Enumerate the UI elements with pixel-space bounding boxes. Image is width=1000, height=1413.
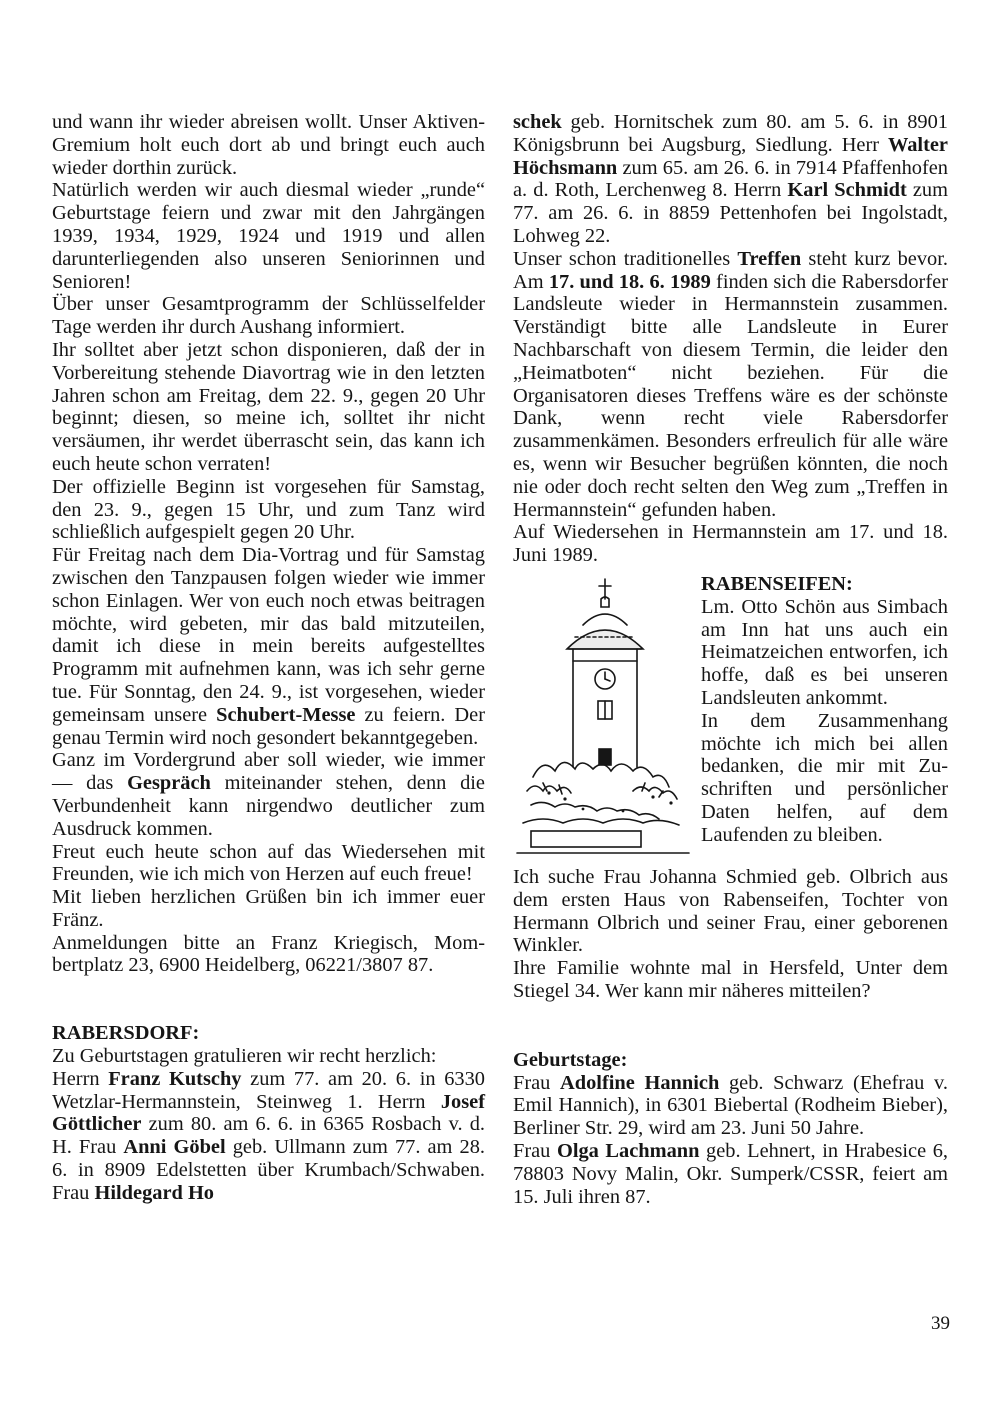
person-name: Franz Kutschy xyxy=(108,1067,242,1090)
page-number: 39 xyxy=(931,1313,950,1334)
text-run: Frau xyxy=(513,1071,561,1094)
paragraph: Zu Geburtstagen gratulieren wir recht herzlich: xyxy=(52,1045,437,1068)
paragraph: Lm. Otto Schön aus Simbach am Inn hat uns auch ein Heimatzeichen entworfen, ich hoffe, daß es bei unseren Landsleuten ankommt. xyxy=(701,595,948,709)
paragraph: Auf Wiedersehen in Hermannstein am 17. und 18. Juni 1989. xyxy=(513,521,948,567)
paragraph: Anmeldungen bitte an Franz Kriegisch, Mombertplatz 23, 6900 Heidelberg, 06221/3807 87. xyxy=(52,931,485,977)
text-run: geb. Lehnert, in Hrabesice 6, 78803 Novy Malin, Okr. Sumperk/CSSR, feiert am 15. Juli ihren 87. xyxy=(513,1139,948,1208)
person-name: Adolfine Hannich xyxy=(560,1071,720,1094)
paragraph xyxy=(513,248,948,522)
paragraph: Ihre Familie wohnte mal in Hersfeld, Unter dem Stiegel 34. Wer kann mir näheres mitteilen? xyxy=(513,957,948,1002)
paragraph xyxy=(52,749,485,840)
text-run: geb. Hornitschek zum 80. am 5. 6. in 8901 Königsbrunn bei Augsburg, Siedlung. Herr xyxy=(513,111,948,156)
right-column xyxy=(513,111,948,1208)
text-run: zu feiern. Der genau Termin wird noch gesondert bekanntgegeben. xyxy=(52,703,485,749)
text-run: geb. Ullmann zum 77. am 28. 6. in 8909 Edelstetten über Krumbach/Schwaben. Frau xyxy=(52,1136,485,1204)
spacer xyxy=(513,1003,948,1049)
bold-term: Gespräch xyxy=(127,772,211,795)
spacer xyxy=(52,977,485,1022)
paragraph xyxy=(513,1072,948,1140)
text-run: miteinander stehen, denn die Verbundenheit kann nirgendwo deutlicher zum Ausdruck kommen. xyxy=(52,772,485,840)
paragraph: Der offizielle Beginn ist vorgesehen für Samstag, den 23. 9., gegen 15 Uhr, und zum Tanz wird schließlich aufgespielt gegen 20 Uhr. xyxy=(52,475,485,544)
paragraph xyxy=(52,1068,485,1205)
person-name: Hildegard Ho xyxy=(94,1181,215,1204)
person-name: schek xyxy=(513,111,562,133)
text-run: zum 80. am 6. 6. in 6365 Rosbach v. d. H. Frau xyxy=(52,1113,485,1159)
person-name: Olga Lachmann xyxy=(556,1139,700,1162)
person-name: Karl Schmidt xyxy=(787,179,907,202)
paragraph: Ich suche Frau Johanna Schmied geb. Olbrich aus dem ersten Haus von Rabenseifen, Tochter von Hermann Olbrich und seiner Frau, einer geborenen Winkler. xyxy=(513,865,948,957)
bold-term: Treffen xyxy=(737,247,802,270)
text-run: zum 65. am 26. 6. in 7914 Pfaffenhofen a. d. Roth, Lerchenweg 8. Herrn xyxy=(513,156,948,202)
paragraph: Mit lieben herzlichen Grüßen bin ich immer euer Fränz. xyxy=(52,886,485,931)
paragraph: In dem Zusammenhang möchte ich mich bei allen bedanken, die mir mit Zuschriften und persönlicher Daten helfen, auf dem Laufenden zu bleiben. xyxy=(701,709,948,846)
text-run: geb. Schwarz (Ehefrau v. Emil Hannich), in 6301 Biebertal (Rodheim Bieber), Berliner Str. 29, wird am 23. Juni 50 Jahre. xyxy=(513,1071,948,1140)
paragraph xyxy=(513,111,948,248)
text-run: steht kurz bevor. Am xyxy=(513,247,948,293)
text-run: Für Freitag nach dem Dia-Vortrag und für Samstag zwischen den Tanzpausen folgen wieder wie immer schon Einlagen. Wer von euch noch etwas beitragen möchte, wird gebeten, mir das bald mitzuteilen, damit ich diese in mein bereits aufgestelltes Programm mit aufnehmen kann, was ich sehr gerne tue. Für Sonntag, den 24. 9., ist vorgesehen, wieder gemeinsam unsere xyxy=(52,544,485,726)
paragraph xyxy=(52,544,485,749)
left-column xyxy=(52,111,485,1205)
rabenseifen-section xyxy=(513,573,948,1003)
paragraph: und wann ihr wieder abreisen wollt. Unser Aktiven-Gremium holt euch dort ab und bringt euch auch wieder dorthin zurück. xyxy=(52,111,485,179)
person-name: Anni Göbel xyxy=(123,1136,226,1159)
text-run: Unser schon traditionelles xyxy=(513,247,738,270)
text-run: Frau xyxy=(513,1139,557,1162)
paragraph xyxy=(513,1140,948,1208)
church-illustration xyxy=(513,577,693,862)
bold-term: Schubert-Messe xyxy=(216,703,356,726)
paragraph: Natürlich werden wir auch diesmal wieder „runde“ Geburtstage feiern und zwar mit den Jahrgängen 1939, 1934, 1929, 1924 und 1919 und allen darunterliegenden also unseren Seniorinnen und Senioren! xyxy=(52,179,485,293)
person-name: Walter Höchsmann xyxy=(513,133,948,179)
section-heading-rabenseifen: RABENSEIFEN: xyxy=(701,572,853,595)
section-heading-geburtstage: Geburtstage: xyxy=(513,1048,628,1071)
text-run: zum 77. am 20. 6. in 6330 Wetzlar-Hermannstein, Steinweg 1. Herrn xyxy=(52,1067,485,1113)
church-tower-icon xyxy=(513,577,693,862)
paragraph: Freut euch heute schon auf das Wiedersehen mit Freunden, wie ich mich von Herzen auf euch freue! xyxy=(52,840,485,886)
person-name: Josef Göttlicher xyxy=(52,1090,485,1136)
text-run: zum 77. am 26. 6. in 8859 Pettenhofen bei Ingolstadt, Lohweg 22. xyxy=(513,179,948,247)
text-run: Ganz im Vordergrund aber soll wieder, wie immer — das xyxy=(52,749,485,795)
paragraph: Ihr solltet aber jetzt schon disponieren, daß der in Vorbereitung stehende Diavortrag wie in den letzten Jahren schon am Freitag, dem 22. 9., gegen 20 Uhr beginnt; diesen, so meine ich, solltet ihr nicht versäumen, ihr werdet überrascht sein, das kann ich euch heute schon verraten! xyxy=(52,338,485,475)
text-run: finden sich die Rabersdorfer Landsleute wieder in Hermannstein zusammen. Verständigt bitte alle Landsleute in Eurer Nachbarschaft von diesem Termin, die leider den „Heimatboten“ nicht beziehen. Für die Organisatoren dieses Treffens wäre es der schönste Dank, wenn recht viele Rabersdorfer zusammenkämen. Besonders erfreulich für alle wäre es, wenn wir Besucher begrüßen könnten, die noch nie oder doch recht selten den Weg zum „Treffen in Hermannstein“ gefunden haben. xyxy=(513,270,948,521)
paragraph: Über unser Gesamtprogramm der Schlüsselfelder Tage werden ihr durch Aushang informiert. xyxy=(52,293,485,339)
bold-date: 17. und 18. 6. 1989 xyxy=(548,270,711,293)
text-run: Herrn xyxy=(52,1067,109,1090)
section-heading-rabersdorf: RABERSDORF: xyxy=(52,1022,200,1045)
